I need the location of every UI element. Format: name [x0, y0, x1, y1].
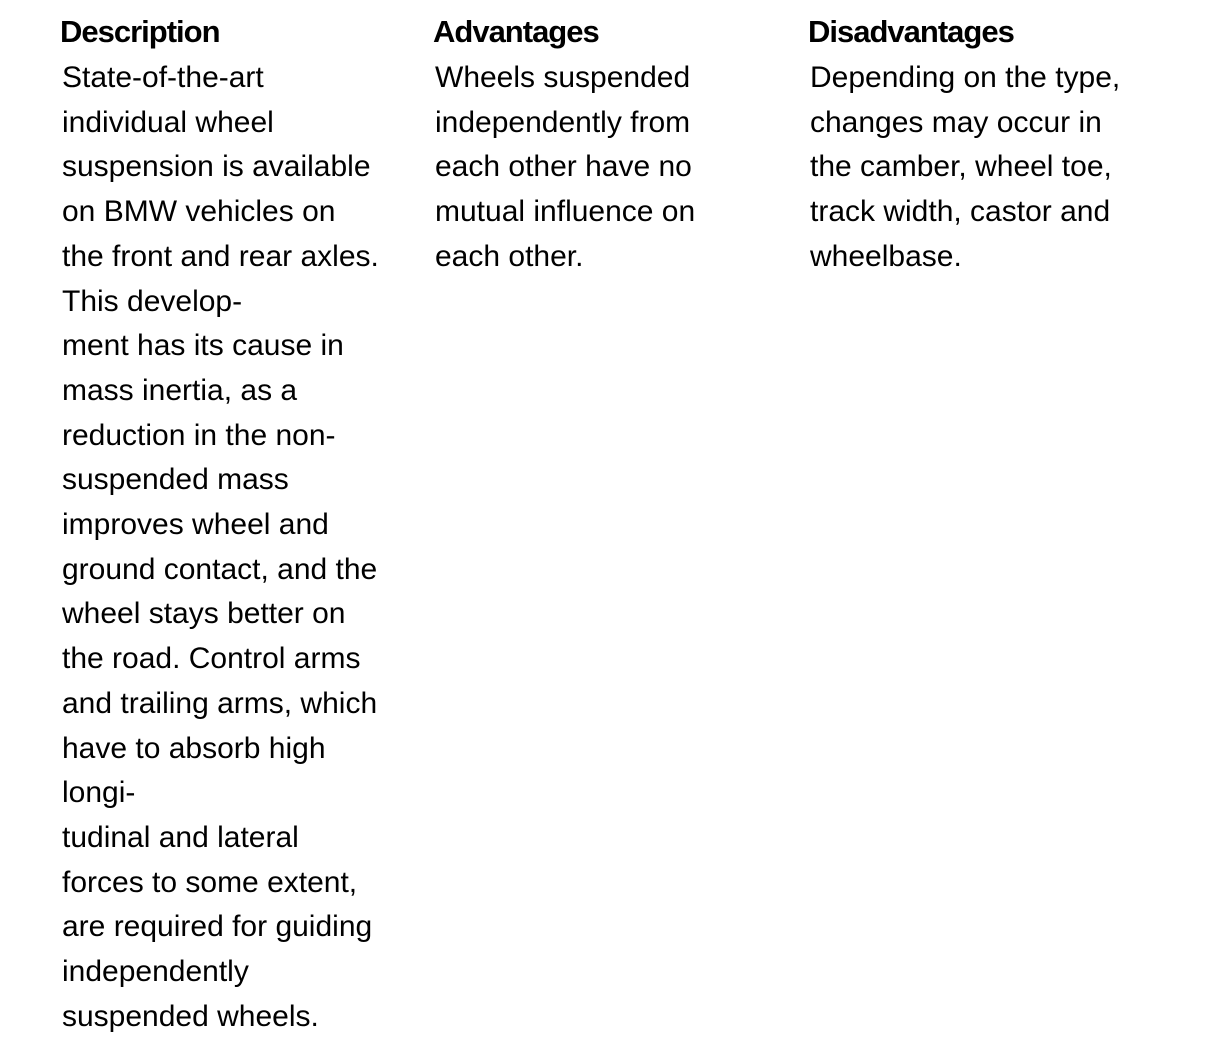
description-text — [60, 56, 430, 1039]
description-line: This develop- — [62, 284, 243, 318]
advantages-line: each other. — [435, 239, 584, 273]
description-line: suspended mass — [62, 463, 289, 497]
description-line: State-of-the-art — [62, 61, 264, 94]
advantages-line: Wheels suspended — [435, 61, 691, 94]
description-line: wheel stays better on — [62, 597, 346, 631]
description-line: longi- — [62, 776, 136, 810]
description-line: forces to some extent, — [62, 865, 358, 899]
description-line: suspended wheels. — [62, 999, 319, 1033]
description-line: and trailing arms, which — [62, 686, 378, 720]
description-line: are required for guiding — [62, 910, 373, 944]
disadvantages-line: the camber, wheel toe, — [810, 150, 1112, 184]
description-line: mass inertia, as a — [62, 373, 298, 407]
description-line: ground contact, and the — [62, 552, 378, 586]
description-line: the road. Control arms — [62, 642, 361, 676]
advantages-column — [433, 12, 803, 280]
advantages-heading: Advantages — [433, 14, 599, 49]
description-line: ment has its cause in — [62, 329, 344, 363]
disadvantages-text — [808, 56, 1208, 280]
disadvantages-heading: Disadvantages — [808, 14, 1014, 49]
description-line: tudinal and lateral — [62, 820, 299, 854]
disadvantages-line: Depending on the type, — [810, 61, 1121, 94]
description-line: have to absorb high — [62, 731, 326, 765]
disadvantages-column — [808, 12, 1208, 280]
advantages-text — [433, 56, 803, 280]
disadvantages-line: wheelbase. — [810, 239, 962, 273]
advantages-line: independently from — [435, 105, 691, 139]
description-line: suspension is available — [62, 150, 371, 184]
description-heading: Description — [60, 14, 220, 49]
advantages-line: mutual influence on — [435, 195, 696, 229]
advantages-line: each other have no — [435, 150, 692, 184]
description-line: the front and rear axles. — [62, 239, 379, 273]
description-line: improves wheel and — [62, 508, 329, 542]
disadvantages-line: changes may occur in — [810, 105, 1102, 139]
description-line: individual wheel — [62, 105, 274, 139]
disadvantages-line: track width, castor and — [810, 195, 1111, 229]
description-line: independently — [62, 955, 249, 989]
description-column — [60, 12, 430, 1039]
description-line: reduction in the non- — [62, 418, 336, 452]
description-line: on BMW vehicles on — [62, 195, 336, 229]
